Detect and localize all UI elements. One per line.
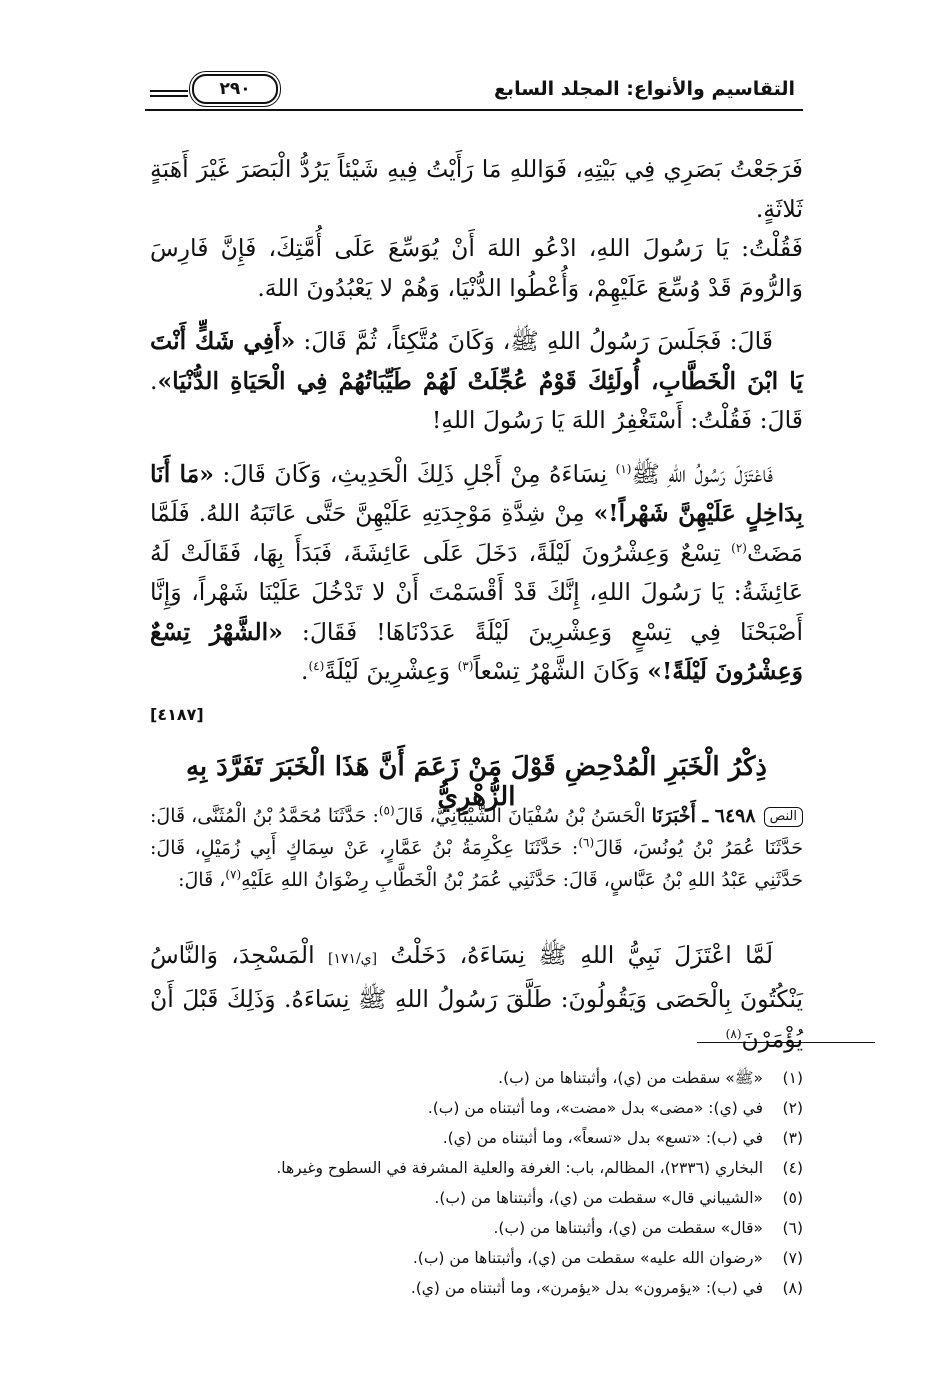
isnad-paragraph — [150, 800, 803, 896]
main-text — [150, 150, 803, 692]
footnote-text: في (ي): «مضى» بدل «مضت»، وما أثبتناه من (ب). — [427, 1099, 763, 1117]
footnote-marker[interactable]: (٤) — [308, 659, 325, 674]
text-run: : حَدَّثَنَا عِكْرِمَةُ بْنُ عَمَّارٍ، عَنْ سِمَاكٍ أَبِي زُمَيْلٍ، قَالَ: حَدَّثَنِي عَبْدُ اللهِ بْنُ عَبَّاسٍ، قَالَ: حَدَّثَنِي عُمَرُ بْنُ الْخَطَّابِ رِضْوَانُ اللهِ عَلَيْهِ — [150, 837, 803, 891]
footnote — [150, 1183, 803, 1213]
footnote — [150, 1273, 803, 1303]
footnotes — [150, 1063, 803, 1303]
footnote-text: «رضوان الله عليه» سقطت من (ي)، وأثبتناها من (ب). — [412, 1249, 763, 1267]
paragraph-2: فَقُلْتُ: يَا رَسُولَ اللهِ، ادْعُو اللهَ أَنْ يُوَسِّعَ عَلَى أُمَّتِكَ، فَإِنَّ فَارِسَ وَالرُّومَ قَدْ وُسِّعَ عَلَيْهِمْ، وَأُعْطُوا الدُّنْيَا، وَهُمْ لا يَعْبُدُونَ اللهَ. — [150, 234, 803, 302]
footnote — [150, 1243, 803, 1273]
footnote — [150, 1153, 803, 1183]
text-run: نِسَاءَهُ مِنْ أَجْلِ ذَلِكَ الْحَدِيثِ، وَكَانَ قَالَ: — [213, 459, 616, 488]
hadith-reference: [٤١٨٧] — [150, 705, 204, 724]
hadith-number: ٦٤٩٨ ـ أَخْبَرَنَا — [651, 805, 756, 827]
footnote-marker[interactable]: (٦) — [578, 835, 595, 850]
text-run: فَاعْتَزَلَ رَسُولُ اللهِ ﷺ — [631, 459, 773, 488]
footnote — [150, 1063, 803, 1093]
header-rule — [150, 95, 188, 97]
footnote-text: «الشيباني قال» سقطت من (ي)، وأثبتناها من (ب). — [434, 1189, 763, 1207]
footnote-number: (٤) — [782, 1159, 803, 1177]
page-number-text: ٢٩٠ — [219, 79, 251, 99]
hadith-text — [150, 935, 803, 1059]
footnote-number: (٣) — [782, 1129, 803, 1147]
text-run: الْمَسْجِدَ، وَالنَّاسُ يَنْكُتُونَ بِالْحَصَى وَيَقُولُونَ: طَلَّقَ رَسُولُ اللهِ ﷺ نِسَاءَهُ. وَذَلِكَ قَبْلَ أَنْ يُؤْمَرْنَ — [150, 941, 803, 1053]
hadith-paragraph — [150, 935, 803, 1059]
footnote-number: (١) — [782, 1069, 803, 1087]
footnote-text: البخاري (٢٣٣٦)، المظالم، باب: الغرفة والعلية المشرفة في السطوح وغيرها. — [276, 1159, 763, 1177]
section-heading: ذِكْرُ الْخَبَرِ الْمُدْحِضِ قَوْلَ مَنْ زَعَمَ أَنَّ هَذَا الْخَبَرَ تَفَرَّدَ بِهِ الزُّهْرِيُّ — [185, 752, 768, 812]
prophetic-quote: «مَا أَنَا بِدَاخِلٍ عَلَيْهِنَّ شَهْراً!» — [150, 459, 803, 527]
footnote — [150, 1123, 803, 1153]
footnote-number: (٦) — [782, 1219, 803, 1237]
text-run: لَمَّا اعْتَزَلَ نَبِيُّ اللهِ ﷺ نِسَاءَهُ، دَخَلْتُ — [377, 941, 774, 969]
footnote-text: «قال» سقطت من (ي)، وأثبتناها من (ب). — [493, 1219, 763, 1237]
page-number — [192, 74, 278, 104]
page-header — [150, 72, 803, 112]
text-run: : حَدَّثَنَا مُحَمَّدُ بْنُ الْمُثَنَّى، قَالَ: حَدَّثَنَا عُمَرُ بْنُ يُونُسَ، قَالَ — [150, 805, 803, 859]
paragraph-4 — [150, 455, 803, 692]
text-run: تِسْعٌ وَعِشْرُونَ لَيْلَةً، دَخَلَ عَلَى عَائِشَةَ، فَبَدَأَ بِهَا، فَقَالَتْ لَهُ عَائِشَةُ: يَا رَسُولَ اللهِ، إِنَّكَ قَدْ أَقْسَمْتَ أَنْ لا تَدْخُلَ عَلَيْنَا شَهْراً، وَإِنَّا أَصْبَحْنَا فِي تِسْعٍ وَعِشْرِينَ لَيْلَةً عَدَدْنَاهَا! فَقَالَ: — [150, 538, 803, 646]
manuscript-reference: [ي/١٧١] — [327, 951, 378, 967]
footnote-marker[interactable]: (٥) — [378, 803, 395, 818]
prophetic-quote: «أَفِي شَكٍّ أَنْتَ يَا ابْنَ الْخَطَّابِ، أُولَئِكَ قَوْمٌ عُجِّلَتْ لَهُمْ طَيِّبَاتُهُمْ فِي الْحَيَاةِ الدُّنْيَا» — [150, 327, 803, 395]
footnote-marker[interactable]: (٧) — [225, 867, 242, 882]
footnote-text: «ﷺ» سقطت من (ي)، وأثبتناها من (ب). — [498, 1069, 763, 1087]
paragraph-3 — [150, 322, 803, 441]
footnote-text: في (ب): «يؤمرون» بدل «يؤمرن»، وما أثبتناه من (ي). — [410, 1279, 763, 1297]
footnote-number: (٥) — [782, 1189, 803, 1207]
text-run: الْحَسَنُ بْنُ سُفْيَانَ الشَّيْبَانِيُّ، قَالَ — [394, 805, 652, 827]
paragraph-1: فَرَجَعْتُ بَصَرِي فِي بَيْتِهِ، فَوَاللهِ مَا رَأَيْتُ فِيهِ شَيْئاً يَرُدُّ الْبَصَرَ غَيْرَ أَهَبَةٍ ثَلاثَةٍ. — [150, 155, 803, 223]
footnote — [150, 1093, 803, 1123]
running-title: التقاسيم والأنواع: المجلد السابع — [493, 78, 795, 100]
footnote-marker[interactable]: (٣) — [457, 659, 474, 674]
footnote — [150, 1213, 803, 1243]
text-run: ، قَالَ: — [178, 869, 226, 891]
footnote-text: في (ب): «تسع» بدل «تسعاً»، وما أثبتناه من (ي). — [442, 1129, 763, 1147]
footnote-marker[interactable]: (٢) — [731, 540, 747, 555]
header-rule — [150, 90, 188, 92]
text-run: . — [300, 657, 309, 685]
text-badge: النص — [764, 807, 803, 827]
footnote-number: (٢) — [782, 1099, 803, 1117]
text-run: وَعِشْرِينَ لَيْلَةً — [324, 657, 458, 685]
hadith-isnad — [150, 800, 803, 896]
prophetic-quote: «الشَّهْرُ تِسْعٌ وَعِشْرُونَ لَيْلَةً!» — [150, 617, 803, 685]
footnote-marker[interactable]: (٨) — [725, 1027, 742, 1042]
text-run: قَالَ: فَجَلَسَ رَسُولُ اللهِ ﷺ، وَكَانَ مُتَّكِئاً، ثُمَّ قَالَ: — [303, 327, 773, 355]
footnote-number: (٨) — [782, 1279, 803, 1297]
footnote-divider — [697, 1042, 875, 1043]
text-run: . قَالَ: فَقُلْتُ: أَسْتَغْفِرُ اللهَ يَا رَسُولَ اللهِ! — [150, 366, 803, 434]
header-divider — [145, 109, 803, 111]
footnote-number: (٧) — [782, 1249, 803, 1267]
text-run: مِنْ شِدَّةِ مَوْجِدَتِهِ عَلَيْهِنَّ حَتَّى عَاتَبَهُ اللهُ. فَلَمَّا مَضَتْ — [150, 499, 803, 567]
text-run: وَكَانَ الشَّهْرُ تِسْعاً — [473, 657, 648, 685]
footnote-marker[interactable]: (١) — [615, 461, 632, 476]
